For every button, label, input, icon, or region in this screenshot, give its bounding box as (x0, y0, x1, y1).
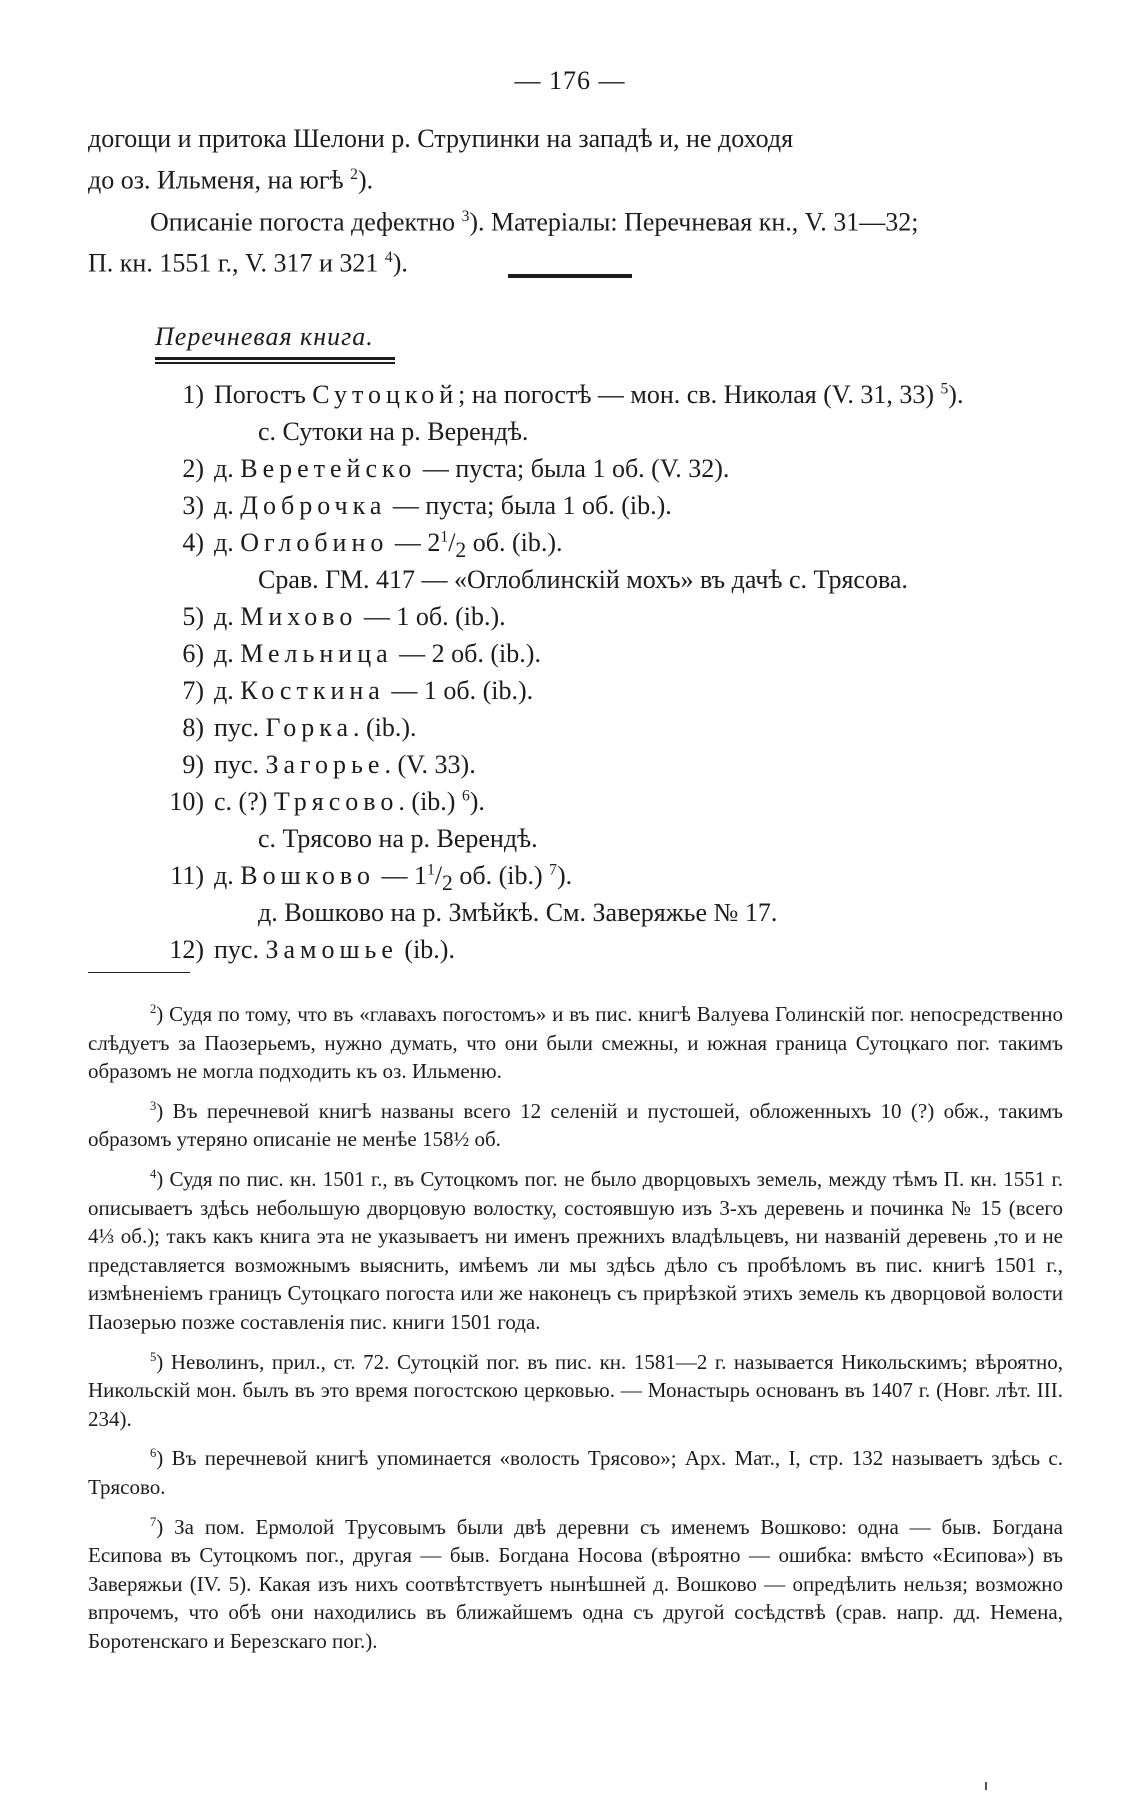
settlement-name: Мельница (240, 639, 393, 668)
heading-underline (155, 357, 395, 364)
fraction-slash: / (434, 861, 443, 890)
entry-note-text: Срав. ГМ. 417 — «Оглоблинскій мохъ» въ дачѣ с. Трясова. (258, 565, 908, 594)
entry-tail: ). (469, 787, 485, 816)
intro-paragraph (88, 121, 1063, 282)
footnote (88, 995, 1063, 1086)
fraction-denominator: 2 (442, 871, 453, 896)
entry-details: — 1 (375, 861, 428, 890)
entry-text (214, 935, 455, 965)
entry-prefix: д. (214, 491, 241, 520)
entry-number: 2) (182, 454, 204, 483)
footnote-ref: 6 (461, 787, 470, 805)
entry-details: — пуста; была 1 об. (ib.). (386, 491, 672, 520)
entry-prefix: д. (214, 639, 241, 668)
entry-number: 7) (182, 676, 204, 705)
settlement-name: Вошково (240, 861, 376, 890)
intro-line-2-end: ). (357, 165, 374, 195)
footnote-text: ) Судя по тому, что въ «главахъ погостомъ» и въ пис. книгѣ Валуева Голинскій пог. непосредственно слѣдуетъ за Паозерьемъ, нужно думать, что они были смежны, и южная граница Сутоцкаго пог. такимъ образомъ не могла подходить къ оз. Ильменю. (88, 1002, 1063, 1084)
entry-note (0, 824, 1140, 861)
intro-line-3-end: ). Матеріалы: Перечневая кн., V. 31—32; (469, 207, 919, 237)
entry-text (214, 639, 541, 669)
intro-line (88, 199, 1063, 241)
fraction-numerator: 1 (427, 861, 435, 879)
intro-line-4: П. кн. 1551 г., V. 317 и 321 (88, 248, 385, 278)
entry-note (0, 565, 1140, 602)
entry-details: (ib.). (397, 935, 455, 964)
entry-note (0, 898, 1140, 935)
intro-line-2: до оз. Ильменя, на югѣ (88, 165, 351, 195)
intro-line (88, 157, 1063, 199)
entry-text (214, 454, 729, 484)
footnote-ref: 4 (384, 249, 393, 267)
footnote-ref: 2 (350, 166, 358, 183)
entry-prefix: д. (214, 602, 241, 631)
list-item (0, 454, 1140, 491)
intro-line-4-end: ). (392, 248, 408, 278)
settlement-name: Веретейско (240, 454, 417, 483)
footnote-divider (88, 972, 190, 973)
entry-tail: об. (ib.) (452, 861, 550, 890)
section-divider (508, 274, 632, 278)
settlement-name: Замошье (265, 935, 398, 964)
entry-number: 6) (182, 639, 204, 668)
footnote-text: ) Судя по пис. кн. 1501 г., въ Сутоцкомъ пог. не было дворцовыхъ земель, между тѣмъ П. кн. 1551 г. описываетъ здѣсь небольшую дворцовую волостку, состоявшую изъ 3-хъ деревень и починка № 15 (всего 4⅓ об.); такъ какъ книга эта не указываетъ ни именъ прежнихъ владѣльцевъ, ни названій деревень ,то и не представляется возможнымъ выяснить, имѣемъ ли мы здѣсь дѣло съ пробѣломъ въ пис. книгѣ 1501 г., измѣненіемъ границъ Сутоцкаго погоста или же наконецъ съ прирѣзкой этихъ земель къ дворцовой волости Паозерью позже составленія пис. книги 1501 года. (88, 1166, 1063, 1334)
entry-note-text: д. Вошково на р. Змѣйкѣ. См. Заверяжье № 17. (258, 898, 778, 927)
entry-number: 10) (169, 787, 204, 816)
list-item (0, 861, 1140, 898)
entry-text (214, 528, 563, 563)
fraction-slash: / (448, 528, 456, 557)
footnote (88, 1508, 1063, 1656)
settlement-name: Оглобино (240, 528, 389, 557)
list-item (0, 528, 1140, 565)
entry-text (214, 750, 476, 780)
entry-details: . (ib.). (353, 713, 417, 742)
list-item (0, 491, 1140, 528)
entry-details: — 1 об. (ib.). (384, 676, 534, 705)
footnote-ref: 7 (549, 861, 557, 879)
footnote-text: ) Неволинъ, прил., ст. 72. Сутоцкій пог. въ пис. кн. 1581—2 г. называется Никольскимъ; вѣроятно, Никольскій мон. былъ въ это время погостскою церковью. — Монастырь основанъ въ 1407 г. (Новг. лѣт. III. 234). (88, 1349, 1063, 1431)
entry-number: 8) (182, 713, 204, 742)
entry-number: 1) (182, 380, 204, 409)
intro-line (88, 121, 1063, 157)
entry-text (214, 861, 572, 896)
footnote-number: 4 (150, 1166, 157, 1181)
entry-list (0, 380, 1140, 972)
entry-text (214, 380, 963, 410)
entry-note (0, 417, 1140, 454)
fraction-numerator: 1 (440, 528, 449, 546)
entry-note-text: с. Трясово на р. Верендѣ. (258, 824, 538, 853)
entry-number: 11) (170, 861, 204, 890)
entry-prefix: пус. (214, 713, 266, 742)
entry-details: . (V. 33). (384, 750, 476, 779)
entry-number: 3) (182, 491, 204, 520)
intro-line-3: Описаніе погоста дефектно (150, 207, 462, 237)
intro-line-1: догощи и притока Шелони р. Струпинки на западѣ и, не доходя (88, 124, 794, 153)
entry-details: ; на погостѣ — мон. св. Николая (V. 31, 33) (458, 380, 941, 409)
entry-details: — 1 об. (ib.). (357, 602, 506, 631)
settlement-name: Горка (265, 713, 353, 742)
entry-text (214, 676, 533, 706)
section-heading: Перечневая книга. (155, 322, 374, 351)
settlement-name: Косткина (240, 676, 385, 705)
footnote-number: 5 (150, 1349, 157, 1364)
list-item (0, 713, 1140, 750)
entry-note-text: с. Сутоки на р. Верендѣ. (258, 417, 529, 446)
list-item (0, 676, 1140, 713)
entry-details: — 2 (388, 528, 441, 557)
entry-text (214, 713, 417, 743)
footnote (88, 1343, 1063, 1434)
entry-prefix: Погостъ (214, 380, 313, 409)
list-item (0, 639, 1140, 676)
entry-prefix: д. (214, 861, 241, 890)
footnote (88, 1439, 1063, 1501)
entry-details: — 2 об. (ib.). (392, 639, 541, 668)
settlement-name: Доброчка (240, 491, 387, 520)
entry-prefix: д. (214, 528, 241, 557)
page-number: — 176 — (514, 66, 626, 95)
settlement-name: Загорье (265, 750, 385, 779)
entry-tail: об. (ib.). (466, 528, 563, 557)
list-item (0, 602, 1140, 639)
footnote-number: 3 (150, 1098, 157, 1113)
entry-number: 4) (182, 528, 204, 557)
entry-prefix: с. (?) (214, 787, 274, 816)
footnote-text: ) За пом. Ермолой Трусовымъ были двѣ деревни съ именемъ Вошково: одна — быв. Богдана Есипова въ Сутоцкомъ пог., другая — быв. Богдана Носова (вѣроятно — ошибка: вмѣсто «Есипова») въ Заверяжьи (IV. 5). Какая изъ нихъ соотвѣтствуетъ нынѣшней д. Вошково — опредѣлить нельзя; возможно впрочемъ, что обѣ они находились въ ближайшемъ одна съ другой сосѣдствѣ (срав. напр. дд. Немена, Боротенскаго и Березскаго пог.). (88, 1514, 1063, 1653)
fraction-denominator: 2 (455, 538, 467, 563)
footnote (88, 1092, 1063, 1154)
footnote-text: ) Въ перечневой книгѣ названы всего 12 селеній и пустошей, обложенныхъ 10 (?) обж., такимъ образомъ утеряно описаніе не менѣе 158½ об. (88, 1098, 1063, 1152)
list-item (0, 750, 1140, 787)
footnote-ref: 5 (940, 380, 949, 398)
entry-tail: ). (556, 861, 573, 890)
settlement-name: Михово (240, 602, 358, 631)
entry-prefix: пус. (214, 750, 266, 779)
entry-text (214, 602, 506, 632)
footnote-text: ) Въ перечневой книгѣ упоминается «волость Трясово»; Арх. Мат., I, стр. 132 называетъ здѣсь с. Трясово. (88, 1446, 1063, 1499)
footnote-number: 2 (150, 1002, 157, 1016)
list-item (0, 380, 1140, 417)
entry-prefix: д. (214, 676, 241, 705)
footnote-number: 6 (150, 1446, 157, 1461)
entry-details: . (ib.) (398, 787, 462, 816)
footnote-ref: 3 (461, 207, 470, 225)
entry-prefix: пус. (214, 935, 266, 964)
scan-mark (985, 1782, 987, 1790)
footnote (88, 1160, 1063, 1337)
settlement-name: Трясово (273, 787, 399, 816)
footnotes (88, 995, 1063, 1661)
entry-text (214, 787, 485, 817)
entry-details: — пуста; была 1 об. (V. 32). (416, 454, 730, 483)
entry-prefix: д. (214, 454, 241, 483)
entry-number: 5) (182, 602, 204, 631)
entry-text (214, 491, 672, 521)
list-item (0, 787, 1140, 824)
entry-number: 9) (182, 750, 204, 779)
entry-tail: ). (948, 380, 964, 409)
entry-number: 12) (169, 935, 204, 964)
settlement-name: Сутоцкой (312, 380, 459, 409)
list-item (0, 935, 1140, 972)
footnote-number: 7 (150, 1514, 157, 1529)
